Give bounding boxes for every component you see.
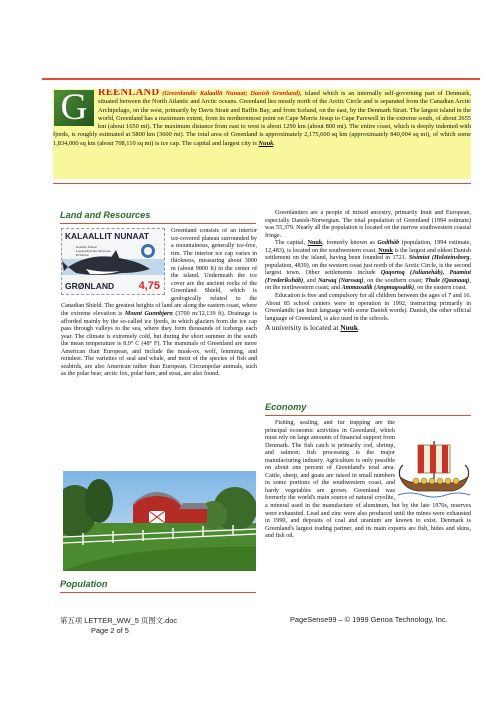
intro-box	[53, 89, 471, 179]
article-title: REENLAND	[98, 89, 160, 98]
economy-paragraph: Fishing, sealing, and fur trapping are the principal economic activities in Greenland, which must rely on large amounts of financial support from Denmark. The fish catch is primarily cod, shrimp, and salmon; fish processing is the major manufacturing industry. Agriculture is only possible on about one percent of Greenland's total area. Cattle, sheep, and goats are raised in small numbers in some portions of the southwestern coast, and hardy vegetables are grown. Greenland was formerly the world's main source of natural cryolite, a mineral used in the manufacture of aluminum, but by the late 1970s, reserves were exhausted. Lead and zinc were also produced until the mines were exhausted in 1990, and deposits of coal and uranium are known to exist. Denmark is Greenland's largest trading partner, and its main exports are fish, hides and skins, and fish oil.	[265, 420, 471, 540]
intro-text: island which is an internally self-governing part of Denmark, situated between the North Atlantic and Arctic oceans. Greenland lies mostly north of the Arctic Circle and is separated from the Canadian Arctic Archipelago, on the west, primarily by Davis Strait and Baffin Bay, and from Iceland, on the east, by the Denmark Strait. The largest island in the world, Greenland has a maximum extent, from its northernmost point on Cape Morris Jesup to Cape Farewell in the extreme south, of about 2655 km (about 1650 mi). The maximum distance from east to west is about 1290 km (about 800 mi). The entire coast, which is deeply indented with fjords, is roughly estimated at 5800 km (3600 mi). The total area of Greenland is approximately 2,175,600 sq km (approximately 840,004 sq mi), of which some 1,834,000 sq km (about 708,110 sq mi) is ice cap. The capital and largest city is	[53, 90, 471, 147]
people-paragraph-3: Education is free and compulsory for all children between the ages of 7 and 16. About 85 school centers were in operation in 1992, instructing primarily in Greenlandic (an Inuit language with some Danish words). Danish, the other official language of Greenland, is also used in the schools.	[265, 293, 471, 322]
nuuk-link-2[interactable]: Nuuk	[378, 247, 393, 254]
economy-text	[265, 420, 471, 614]
footer-credit: PageSense99 – © 1999 Genoa Technology, Inc.	[290, 615, 448, 624]
capital-link[interactable]: Nuuk	[258, 139, 274, 147]
intro-text-end: .	[273, 139, 275, 147]
population-heading: Population	[60, 579, 108, 589]
population-heading-rule	[60, 592, 256, 593]
stamp-price: 4,75	[138, 280, 160, 292]
article-subtitle: (Greenlandic Kalaallit Nunaat; Danish Grønland),	[162, 90, 302, 97]
people-paragraph-2: The capital, Nuuk, formerly known as Godthåb (population, 1994 estimate, 12,483), is located on the southwestern coast. Nuuk is the largest and oldest Danish settlement on the island, having been founded in 1721. Sisimiut (Holsteinsborg, population, 4839), on the western coast just north of the Arctic Circle, is the second largest town. Other settlements include Qaqortoq (Julianehåb), Paamiut (Frederikshåb), and Narsaq (Narssaq), on the southern coast; Thule (Qaanaaq), on the northwestern coast; and Ammassalik (Angmagssalik), on the eastern coast.	[265, 240, 471, 292]
economy-heading: Economy	[265, 402, 307, 412]
people-paragraph-1: Greenlanders are a people of mixed ancestry, primarily Inuit and European, especially Danish-Norwegian. The total population of Greenland (1994 estimate) was 55,379. Nearly all the population is located on the narrow southwestern coastal fringe.	[265, 210, 471, 239]
stamp-caption: Kalaallit Nunaat Lagenorhynchus albirostris Hvidnæse	[76, 245, 111, 257]
land-heading: Land and Resources	[60, 210, 151, 220]
footer-page-number: Page 2 of 5	[91, 626, 129, 635]
stamp-country: GRØNLAND	[65, 281, 115, 291]
drop-cap: G	[54, 90, 94, 126]
nuuk-link-3[interactable]: Nuuk	[340, 323, 358, 333]
land-heading-rule	[60, 223, 256, 224]
footer-filename: 第五项 LETTER_WW_5 页图文.doc	[60, 616, 178, 625]
people-paragraph-4: A university is located at Nuuk.	[265, 323, 360, 333]
gunnbjorn-term: Mount Gunnbjørn	[124, 311, 173, 318]
intro-rule	[53, 183, 471, 184]
nuuk-link[interactable]: Nuuk	[307, 240, 323, 247]
economy-heading-rule	[265, 415, 471, 416]
land-text: Greenland consists of an interior ice-covered plateau surrounded by a mountainous, generally ice-free, rim. The interior ice cap varies in thickness, measuring about 3000 m (about 9800 ft) in the center of the island. Underneath the ice cover are the ancient rocks of the Greenland Shield, which is geologically related to the Canadian Shield. The greatest heights of land are along the eastern coast, where the extreme elevation is Mount Gunnbjørn (3700 m/12,139 ft). Drainage is afforded mainly by the so-called ice fjords, in which glaciers from the ice cap pass through valleys to the sea, where they form thousands of icebergs each year. The climate is extremely cold, but during the short summer in the south the mean temperature is 8.9° C (48° F). The mammals of Greenland are more American than European, and include the musk-ox, wolf, lemming, and reindeer. The varieties of seal and whale, and most of the species of fish and seabirds, are also American rather than European. Circumpolar animals, such as the polar bear, arctic fox, polar hare, and stoat, are also found.	[61, 228, 257, 378]
top-rule	[42, 78, 480, 80]
stamp-header: KALAALLIT NUNAAT	[65, 231, 150, 241]
people-text	[265, 210, 471, 401]
farm-photo	[63, 471, 256, 571]
